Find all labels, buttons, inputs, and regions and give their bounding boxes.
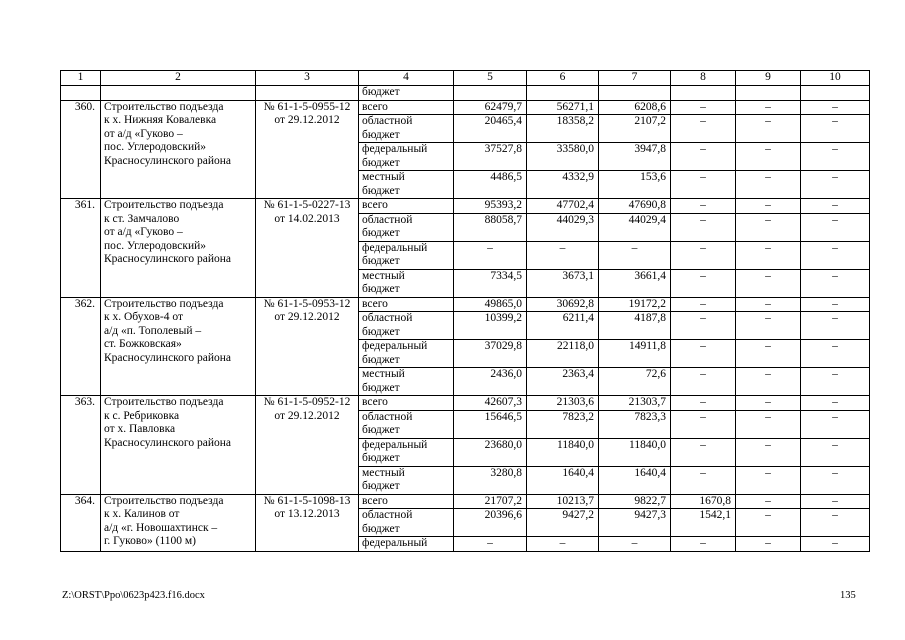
expertise-code-line: от 29.12.2012 [274,114,340,126]
value-cell-9: – [736,115,801,143]
expertise-code [256,297,359,396]
value-cell-7: 19172,2 [599,297,671,312]
value-cell-8: 1542,1 [671,509,736,537]
expertise-code-line: № 61-1-5-0953-12 [263,297,351,310]
value-cell-5: 2436,0 [454,368,527,396]
project-name [101,199,256,298]
col-header: 3 [256,71,359,86]
funding-source [359,171,454,199]
funding-source [359,340,454,368]
value-cell-6: 18358,2 [527,115,599,143]
value-cell-10: – [801,466,870,494]
funding-source [359,466,454,494]
value-cell-8: – [671,410,736,438]
expertise-code [256,100,359,199]
value-cell-7: 9427,3 [599,509,671,537]
value-cell-9: – [736,494,801,509]
value-cell-6: – [527,241,599,269]
funding-source [359,143,454,171]
value-cell-7: 47690,8 [599,199,671,214]
value-cell-8: – [671,199,736,214]
funding-source-line: бюджет [362,424,400,436]
value-cell-5: 15646,5 [454,410,527,438]
funding-source [359,241,454,269]
funding-source [359,115,454,143]
col-header: 5 [454,71,527,86]
col-header: 2 [101,71,256,86]
funding-source-line: всего [362,297,388,310]
table-header-row [61,71,870,86]
funding-source-line: всего [362,494,388,507]
expertise-code-line: от 29.12.2012 [274,409,340,422]
value-cell-5: 20396,6 [454,509,527,537]
funding-source-line: всего [362,100,388,113]
funding-source-line: бюджет [362,156,400,169]
col-header: 9 [736,71,801,86]
value-cell-6: 47702,4 [527,199,599,214]
value-cell-10: – [801,494,870,509]
value-cell-5: – [454,241,527,269]
value-cell-8: – [671,312,736,340]
value-cell-9: – [736,171,801,199]
value-cell-9: – [736,100,801,115]
funding-source-line: бюджет [362,480,400,492]
funding-source-line: федеральный [362,340,428,352]
funding-source [359,213,454,241]
value-cell-9: – [736,396,801,411]
value-cell-8: – [671,241,736,269]
value-cell-6: 33580,0 [527,143,599,171]
page-number: 135 [840,590,856,601]
value-cell-10: – [801,340,870,368]
value-cell-10: – [801,368,870,396]
funding-source-line: областной [362,213,413,226]
expertise-code-line: от 14.02.2013 [274,212,340,225]
funding-source-line: бюджет [362,452,400,464]
project-name-line: к х. Калинов от [104,508,180,520]
project-name [101,100,256,199]
value-cell-7: 153,6 [599,171,671,199]
table-row [61,199,870,214]
value-cell-7: – [599,241,671,269]
col-header: 7 [599,71,671,86]
value-cell-9: – [736,438,801,466]
value-cell-5: 3280,8 [454,466,527,494]
value-cell-10: – [801,213,870,241]
value-cell-10: – [801,537,870,552]
funding-source-line: бюджет [362,283,400,295]
funding-source [359,368,454,396]
project-name-line: Красносулинского района [104,253,231,265]
value-cell-10: – [801,396,870,411]
value-cell-8: – [671,340,736,368]
value-cell-8: – [671,297,736,312]
funding-source-line: местный [362,466,405,479]
expertise-code [256,396,359,495]
value-cell-8: – [671,368,736,396]
funding-source-line: бюджет [362,184,400,197]
project-name [101,396,256,495]
col-header: 10 [801,71,870,86]
col-header: 6 [527,71,599,86]
value-cell-10: – [801,269,870,297]
value-cell-9: – [736,466,801,494]
value-cell-6: 44029,3 [527,213,599,241]
value-cell-8: – [671,213,736,241]
project-name-line: Строительство подъезда [104,100,224,113]
value-cell-10: – [801,199,870,214]
funding-source-line: бюджет [362,353,400,366]
value-cell-9: – [736,213,801,241]
value-cell-6: 6211,4 [527,312,599,340]
project-name-line: к с. Ребриковка [104,409,180,422]
value-cell-10: – [801,171,870,199]
value-cell-8: – [671,171,736,199]
funding-source-line: областной [362,410,413,423]
value-cell-10: – [801,100,870,115]
item-number: 360. [61,100,101,199]
budget-table [60,70,870,552]
project-name-line: от х. Павловка [104,423,176,435]
value-cell-7: 14911,8 [599,340,671,368]
value-cell-10: – [801,438,870,466]
project-name-line: от а/д «Гуково – [104,226,183,238]
project-name-line: пос. Углеродовский» [104,239,207,252]
col-header: 4 [359,71,454,86]
funding-source-line: бюджет [362,381,400,394]
expertise-code-line: № 61-1-5-0952-12 [263,396,351,408]
value-cell-8: – [671,115,736,143]
funding-source-line: областной [362,312,413,324]
funding-source [359,494,454,509]
value-cell-5: 37029,8 [454,340,527,368]
col-header: 1 [61,71,101,86]
value-cell-5: 7334,5 [454,269,527,297]
funding-source-line: областной [362,115,413,127]
project-name-line: от а/д «Гуково – [104,127,183,140]
value-cell-9: – [736,312,801,340]
value-cell-5: 21707,2 [454,494,527,509]
value-cell-7: 11840,0 [599,438,671,466]
funding-source [359,410,454,438]
value-cell-9: – [736,340,801,368]
funding-source [359,312,454,340]
funding-source [359,509,454,537]
expertise-code [256,494,359,551]
project-name-line: к х. Нижняя Ковалевка [104,114,217,126]
table-row [61,494,870,509]
project-name-line: а/д «г. Новошахтинск – [104,521,218,534]
value-cell-10: – [801,143,870,171]
value-cell-9: – [736,241,801,269]
funding-source-line: всего [362,199,388,211]
value-cell-8: – [671,143,736,171]
value-cell-8: 1670,8 [671,494,736,509]
value-cell-5: 20465,4 [454,115,527,143]
value-cell-7: 21303,7 [599,396,671,411]
value-cell-7: 4187,8 [599,312,671,340]
col-header: 8 [671,71,736,86]
project-name-line: а/д «п. Тополевый – [104,324,202,337]
funding-source-line: местный [362,368,405,380]
funding-source [359,199,454,214]
value-cell-7: 6208,6 [599,100,671,115]
funding-source-line: бюджет [362,325,400,338]
table-row [61,100,870,115]
value-cell-5: 10399,2 [454,312,527,340]
funding-source-line: бюджет [362,128,400,141]
expertise-code [256,199,359,298]
value-cell-9: – [736,410,801,438]
value-cell-6: 7823,2 [527,410,599,438]
continuation-label: бюджет [359,86,454,101]
expertise-code-line: № 61-1-5-0955-12 [263,100,351,113]
project-name-line: Красносулинского района [104,436,231,449]
project-name-line: Строительство подъезда [104,396,224,408]
table-row [61,297,870,312]
value-cell-6: 56271,1 [527,100,599,115]
expertise-code-line: от 13.12.2013 [274,508,340,520]
table-row [61,396,870,411]
funding-source-line: бюджет [362,227,400,239]
continuation-row [61,86,870,101]
funding-source [359,269,454,297]
value-cell-6: 1640,4 [527,466,599,494]
project-name-line: Строительство подъезда [104,494,224,507]
value-cell-6: 9427,2 [527,509,599,537]
value-cell-7: 9822,7 [599,494,671,509]
value-cell-10: – [801,312,870,340]
funding-source-line: местный [362,171,405,183]
item-number: 364. [61,494,101,551]
value-cell-9: – [736,368,801,396]
project-name-line: Красносулинского района [104,154,231,167]
value-cell-5: 4486,5 [454,171,527,199]
value-cell-8: – [671,100,736,115]
funding-source-line: областной [362,509,413,521]
project-name-line: к ст. Замчалово [104,212,180,225]
funding-source-line: федеральный [362,537,428,549]
expertise-code-line: № 61-1-5-0227-13 [263,199,351,211]
value-cell-6: 11840,0 [527,438,599,466]
value-cell-7: – [599,537,671,552]
value-cell-7: 3947,8 [599,143,671,171]
project-name-line: Строительство подъезда [104,297,224,310]
value-cell-7: 44029,4 [599,213,671,241]
project-name-line: Строительство подъезда [104,199,224,211]
value-cell-6: 22118,0 [527,340,599,368]
value-cell-8: – [671,466,736,494]
value-cell-6: 2363,4 [527,368,599,396]
project-name-line: г. Гуково» (1100 м) [104,535,196,547]
expertise-code-line: от 29.12.2012 [274,311,340,323]
value-cell-5: 49865,0 [454,297,527,312]
project-name-line: ст. Божковская» [104,338,182,350]
file-path: Z:\ORST\Ppo\0623p423.f16.docx [62,590,205,601]
value-cell-9: – [736,537,801,552]
project-name-line: к х. Обухов-4 от [104,311,184,323]
value-cell-10: – [801,297,870,312]
document-page [60,70,869,552]
expertise-code-line: № 61-1-5-1098-13 [263,494,351,507]
value-cell-5: – [454,537,527,552]
funding-source [359,438,454,466]
value-cell-5: 42607,3 [454,396,527,411]
value-cell-7: 72,6 [599,368,671,396]
funding-source-line: федеральный [362,438,428,451]
value-cell-6: 4332,9 [527,171,599,199]
project-name [101,494,256,551]
project-name [101,297,256,396]
value-cell-6: – [527,537,599,552]
value-cell-6: 21303,6 [527,396,599,411]
value-cell-5: 37527,8 [454,143,527,171]
value-cell-6: 10213,7 [527,494,599,509]
value-cell-8: – [671,269,736,297]
value-cell-9: – [736,143,801,171]
project-name-line: Красносулинского района [104,351,231,364]
funding-source [359,100,454,115]
value-cell-7: 3661,4 [599,269,671,297]
item-number: 363. [61,396,101,495]
funding-source [359,396,454,411]
funding-source [359,297,454,312]
value-cell-9: – [736,509,801,537]
value-cell-10: – [801,241,870,269]
value-cell-6: 30692,8 [527,297,599,312]
value-cell-5: 62479,7 [454,100,527,115]
value-cell-10: – [801,410,870,438]
funding-source-line: бюджет [362,255,400,267]
value-cell-9: – [736,269,801,297]
item-number: 362. [61,297,101,396]
value-cell-7: 2107,2 [599,115,671,143]
value-cell-8: – [671,438,736,466]
value-cell-10: – [801,115,870,143]
item-number: 361. [61,199,101,298]
value-cell-5: 88058,7 [454,213,527,241]
value-cell-7: 1640,4 [599,466,671,494]
funding-source-line: всего [362,396,388,408]
value-cell-8: – [671,537,736,552]
funding-source [359,537,454,552]
value-cell-10: – [801,509,870,537]
value-cell-9: – [736,297,801,312]
value-cell-9: – [736,199,801,214]
value-cell-6: 3673,1 [527,269,599,297]
funding-source-line: федеральный [362,143,428,155]
value-cell-7: 7823,3 [599,410,671,438]
value-cell-8: – [671,396,736,411]
project-name-line: пос. Углеродовский» [104,141,207,153]
funding-source-line: федеральный [362,241,428,254]
funding-source-line: местный [362,269,405,282]
value-cell-5: 95393,2 [454,199,527,214]
funding-source-line: бюджет [362,522,400,535]
value-cell-5: 23680,0 [454,438,527,466]
